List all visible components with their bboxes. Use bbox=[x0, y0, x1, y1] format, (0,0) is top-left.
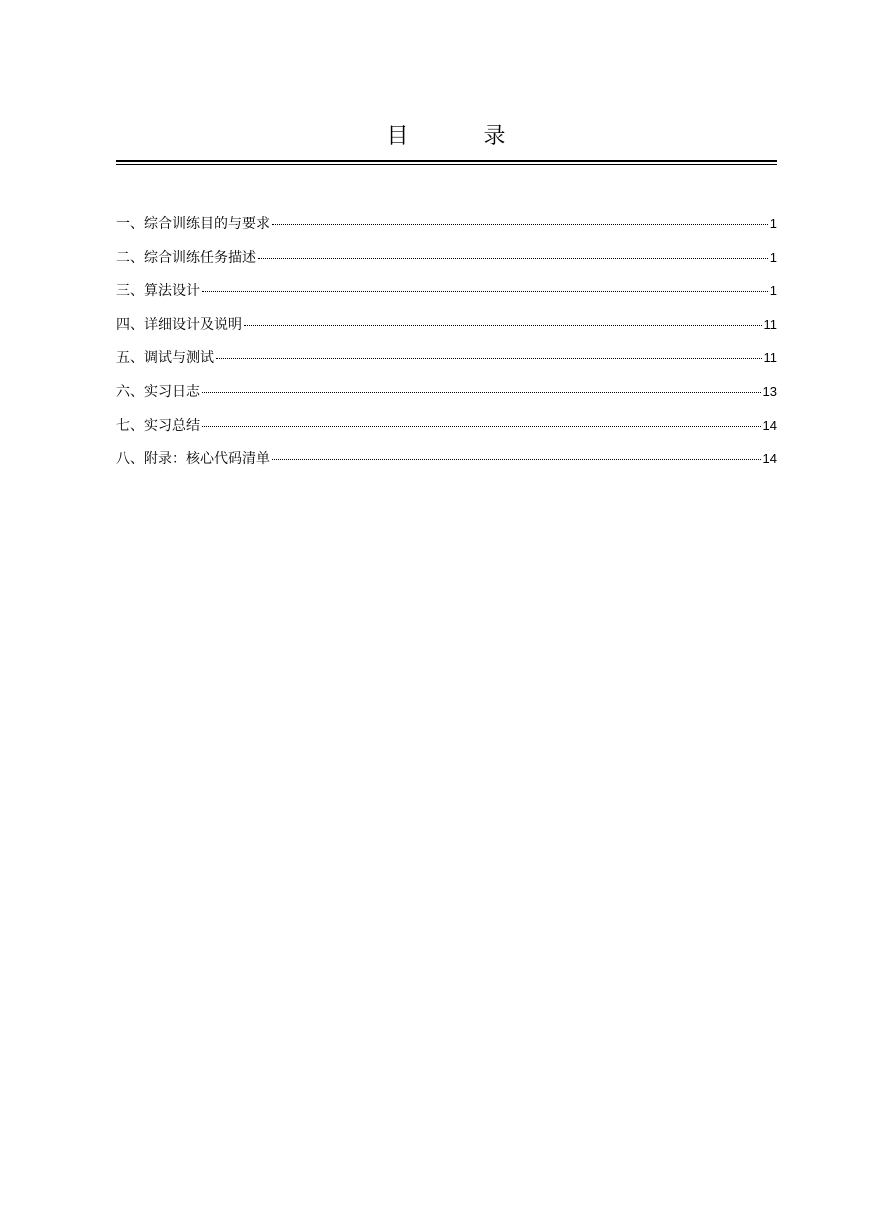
toc-entry-page: 13 bbox=[762, 383, 777, 399]
toc-entry-page: 11 bbox=[763, 350, 777, 366]
title-rule-thin bbox=[116, 164, 777, 165]
toc-title: 目 录 bbox=[386, 124, 540, 149]
toc-entry-page: 1 bbox=[769, 283, 777, 299]
toc-entry-label: 六、实习日志 bbox=[116, 383, 200, 400]
toc-entry-label: 五、调试与测试 bbox=[116, 350, 214, 367]
toc-entry-page: 14 bbox=[762, 417, 777, 433]
toc-entry-label: 八、附录：核心代码清单 bbox=[116, 451, 270, 468]
toc-entry-8[interactable] bbox=[116, 447, 777, 481]
toc-entry-2[interactable] bbox=[116, 246, 777, 280]
toc-entry-3[interactable] bbox=[116, 279, 777, 313]
title-rule-thick bbox=[116, 160, 777, 162]
toc-entry-label: 四、详细设计及说明 bbox=[116, 316, 242, 333]
toc-entry-6[interactable] bbox=[116, 380, 777, 414]
toc-dot-leader bbox=[272, 224, 768, 225]
toc-dot-leader bbox=[202, 426, 761, 427]
toc-dot-leader bbox=[258, 258, 768, 259]
toc-entry-7[interactable] bbox=[116, 414, 777, 448]
toc-dot-leader bbox=[202, 392, 761, 393]
toc-entry-page: 1 bbox=[769, 249, 777, 265]
toc-list bbox=[116, 212, 777, 481]
toc-dot-leader bbox=[272, 459, 761, 460]
toc-entry-page: 14 bbox=[762, 451, 777, 467]
toc-entry-label: 七、实习总结 bbox=[116, 417, 200, 434]
toc-entry-5[interactable] bbox=[116, 346, 777, 380]
toc-entry-label: 三、算法设计 bbox=[116, 283, 200, 300]
toc-entry-page: 1 bbox=[769, 216, 777, 231]
toc-entry-label: 一、综合训练目的与要求 bbox=[116, 216, 270, 232]
toc-dot-leader bbox=[244, 325, 762, 326]
toc-entry-1[interactable] bbox=[116, 212, 777, 246]
toc-entry-page: 11 bbox=[763, 316, 777, 332]
toc-entry-label: 二、综合训练任务描述 bbox=[116, 249, 256, 266]
toc-dot-leader bbox=[202, 291, 768, 292]
toc-dot-leader bbox=[216, 358, 762, 359]
toc-entry-4[interactable] bbox=[116, 313, 777, 347]
